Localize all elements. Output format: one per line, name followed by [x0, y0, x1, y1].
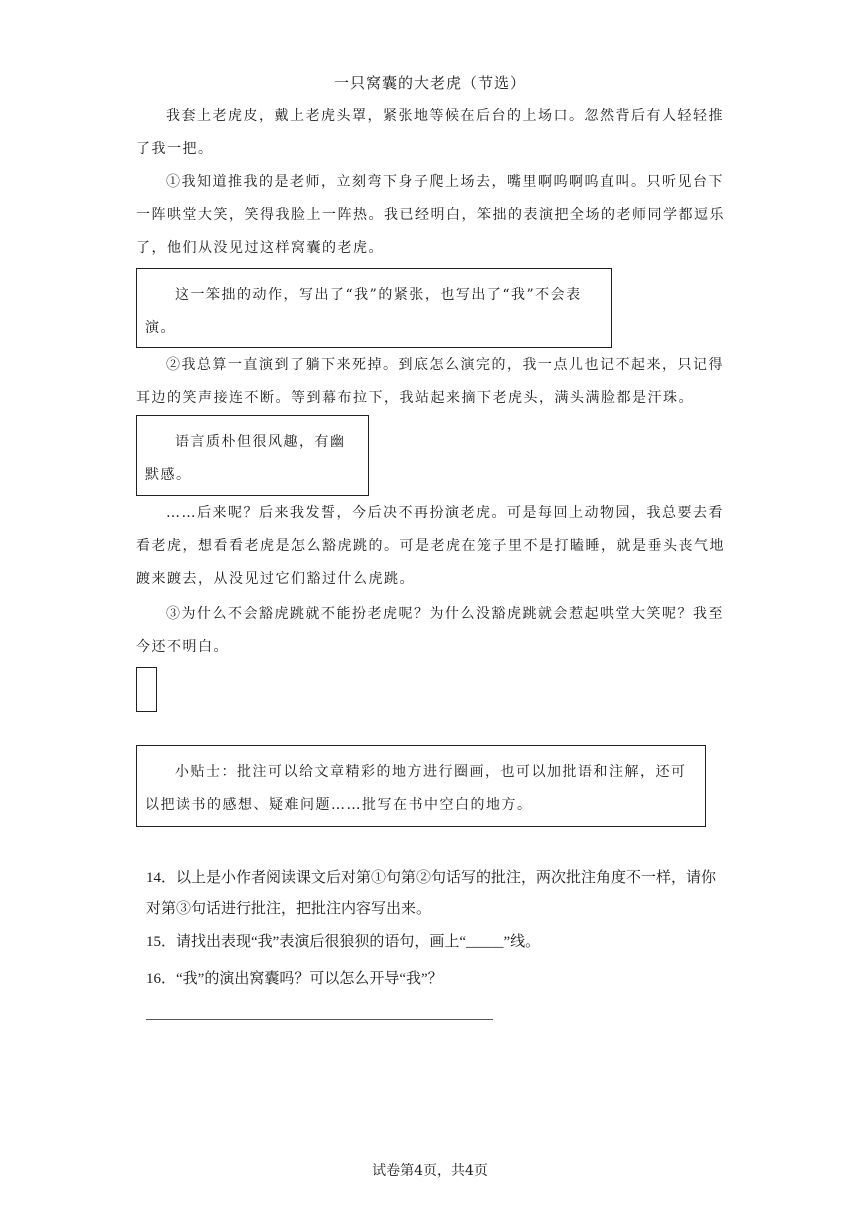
paragraph-3: ②我总算一直演到了躺下来死掉。到底怎么演完的，我一点儿也记不起来，只记得耳边的笑声接连不断。等到幕布拉下，我站起来摘下老虎头，满头满脸都是汗珠。 — [136, 357, 724, 406]
tip-text: 小贴士：批注可以给文章精彩的地方进行圈画，也可以加批语和注解，还可以把读书的感想、疑难问题……批写在书中空白的地方。 — [145, 764, 687, 813]
paragraph-1: 我套上老虎皮，戴上老虎头罩，紧张地等候在后台的上场口。忽然背后有人轻轻推了我一把。 — [136, 108, 724, 157]
annotation-text-2: 语言质朴但很风趣，有幽默感。 — [145, 434, 346, 483]
question-16: 16．“我”的演出窝囊吗？可以怎么开导“我”？ — [146, 971, 443, 987]
question-14: 14．以上是小作者阅读课文后对第①句第②句话写的批注，两次批注角度不一样，请你对第③句话进行批注，把批注内容写出来。 — [146, 870, 717, 917]
question-15: 15．请找出表现“我”表演后很狼狈的语句，画上“_____”线。 — [146, 934, 541, 950]
answer-line[interactable] — [146, 1019, 493, 1020]
paragraph-4: ……后来呢？后来我发誓，今后决不再扮演老虎。可是每回上动物园，我总要去看看老虎，想看看老虎是怎么豁虎跳的。可是老虎在笼子里不是打瞌睡，就是垂头丧气地踱来踱去，从没见过它们豁过什么虎跳。 — [136, 505, 725, 587]
page-footer: 试卷第4页，共4页 — [372, 1163, 488, 1179]
annotation-text-1: 这一笨拙的动作，写出了“我”的紧张，也写出了“我”不会表演。 — [145, 287, 582, 336]
tip-box — [136, 745, 706, 827]
paragraph-2: ①我知道推我的是老师，立刻弯下身子爬上场去，嘴里啊呜啊呜直叫。只听见台下一阵哄堂大笑，笑得我脸上一阵热。我已经明白，笨拙的表演把全场的老师同学都逗乐了，他们从没见过这样窝囊的老虎。 — [136, 174, 725, 256]
annotation-box-3-blank[interactable] — [136, 667, 157, 712]
paragraph-5: ③为什么不会豁虎跳就不能扮老虎呢？为什么没豁虎跳就会惹起哄堂大笑呢？我至今还不明白。 — [136, 606, 724, 655]
annotation-box-2 — [136, 415, 369, 496]
annotation-box-1 — [136, 268, 612, 348]
passage-title: 一只窝囊的大老虎（节选） — [333, 74, 526, 92]
